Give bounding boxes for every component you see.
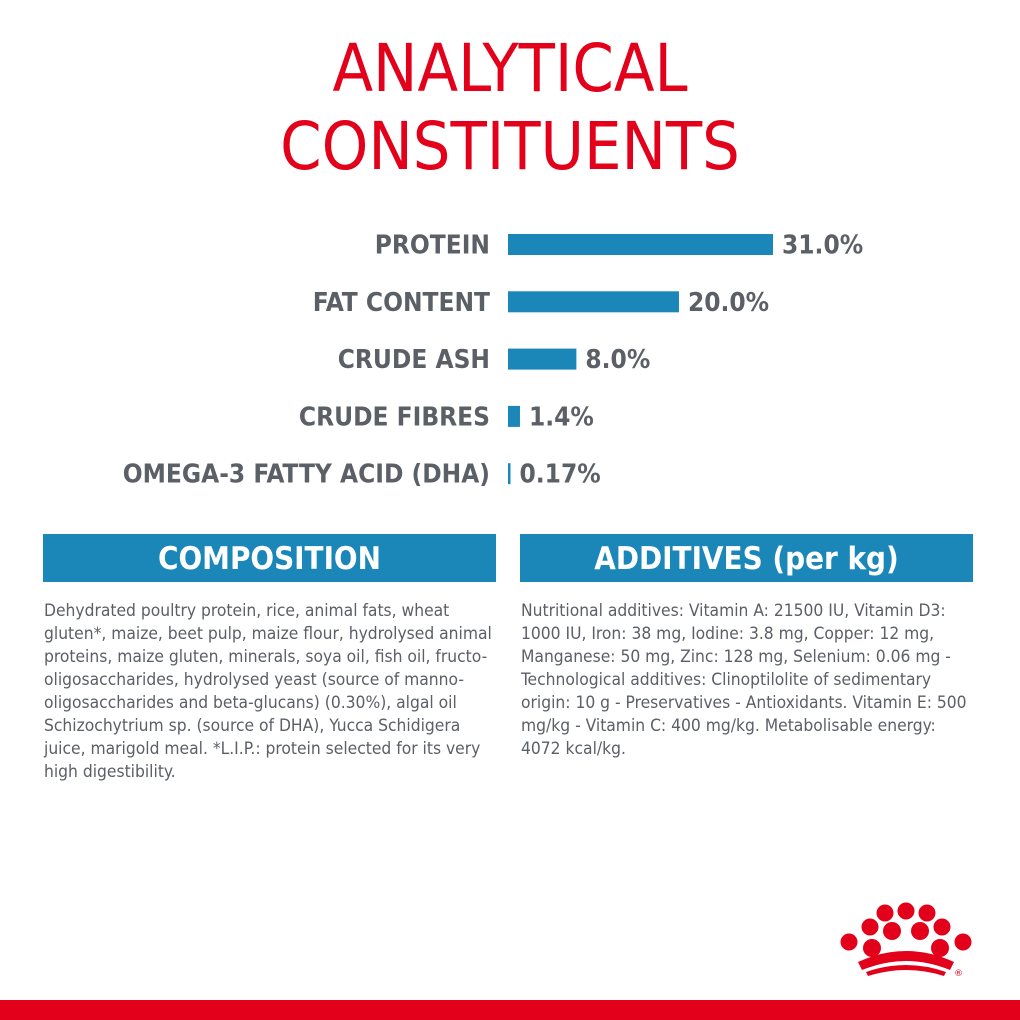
category-label: OMEGA-3 FATTY ACID (DHA)	[122, 459, 490, 490]
additives-heading: ADDITIVES (per kg)	[594, 541, 899, 577]
bar	[508, 463, 511, 484]
additives-header	[520, 534, 973, 582]
constituents-bar-chart	[0, 215, 1020, 505]
value-label: 1.4%	[528, 402, 594, 433]
page-title	[0, 30, 1020, 186]
category-label: PROTEIN	[374, 230, 490, 261]
value-label: 0.17%	[519, 459, 601, 490]
value-label: 31.0%	[782, 230, 864, 261]
bottom-brand-bar	[0, 1000, 1020, 1020]
additives-text: Nutritional additives: Vitamin A: 21500 IU, Vitamin D3: 1000 IU, Iron: 38 mg, Iodine: 3.8 mg, Copper: 12 mg, Manganese: 50 mg, Zinc: 128 mg, Selenium: 0.06 mg - Technological additives: Clinoptilolite of sedimentary origin: 10 g - Preservatives - Antioxidants. Vitamin E: 500 mg/kg - Vitamin C: 400 mg/kg. Metabolisable energy: 4072 kcal/kg.	[521, 601, 967, 759]
bar	[508, 234, 773, 255]
bar	[508, 349, 576, 370]
value-label: 20.0%	[687, 287, 770, 318]
category-label: CRUDE FIBRES	[298, 402, 490, 433]
bar	[508, 291, 679, 312]
composition-text: Dehydrated poultry protein, rice, animal fats, wheat gluten*, maize, beet pulp, maize flour, hydrolysed animal proteins, maize gluten, minerals, soya oil, fish oil, fructo-oligosaccharides, hydrolysed yeast (source of manno-oligosaccharides and beta-glucans) (0.30%), algal oil Schizochytrium sp. (source of DHA), Yucca Schidigera juice, marigold meal. *L.I.P.: protein selected for its very high digestibility.	[44, 601, 492, 782]
value-label: 8.0%	[585, 345, 651, 376]
crown-icon	[836, 902, 976, 982]
composition-header	[43, 534, 496, 582]
page-title-line-2: CONSTITUENTS	[280, 108, 740, 185]
bar	[508, 406, 520, 427]
category-label: FAT CONTENT	[312, 287, 490, 318]
composition-heading: COMPOSITION	[158, 541, 381, 577]
category-label: CRUDE ASH	[337, 345, 490, 376]
registered-mark: ®	[954, 969, 963, 979]
page-title-line-1: ANALYTICAL	[332, 30, 688, 107]
